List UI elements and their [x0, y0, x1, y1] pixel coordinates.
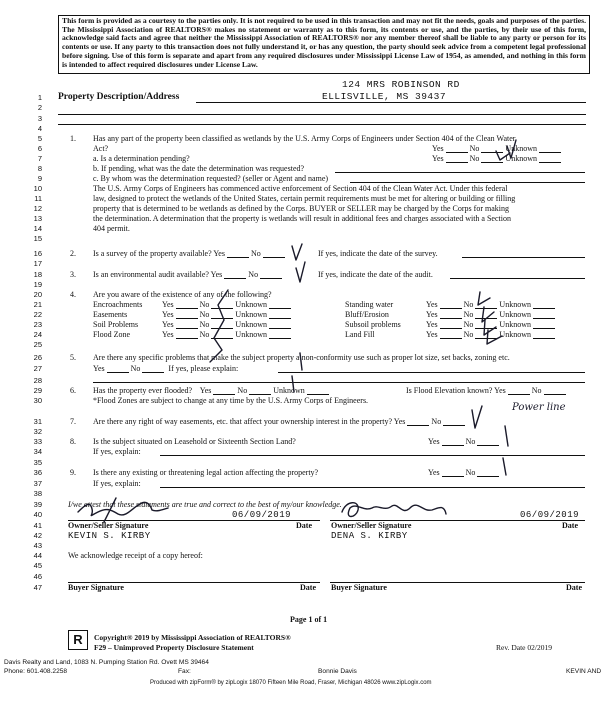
q6-note: *Flood Zones are subject to change at any time by the U.S. Army Corps of Engineers. — [93, 396, 369, 405]
owner1-signature — [78, 498, 168, 522]
yes-label: Yes — [162, 320, 174, 329]
yes-label: Yes — [428, 468, 440, 477]
check-q4-column-right — [478, 292, 502, 344]
no-label: No — [237, 386, 248, 395]
line-number: 8 — [37, 164, 42, 173]
buyer2-date-label: Date — [566, 583, 582, 592]
property-address-line2: ELLISVILLE, MS 39437 — [322, 91, 447, 102]
line-number: 34 — [33, 447, 42, 456]
file-name: KEVIN AND — [566, 668, 602, 675]
wetlands-paragraph-line: property that is determined to be wetlands as defined by the Corps. BUYER or SELLER may be charged by the Corps for making — [93, 204, 509, 213]
q2-ifyes: If yes, indicate the date of the survey. — [318, 249, 438, 258]
yes-label: Yes — [162, 310, 174, 319]
q5-question: Are there any specific problems that make the subject property a non-conformity use such as proper lot size, set backs, zoning etc. — [93, 353, 510, 362]
line-number: 31 — [33, 417, 42, 426]
yes-label: Yes — [393, 417, 406, 426]
yes-label: Yes — [432, 154, 444, 163]
q5-number: 5. — [70, 353, 76, 362]
owner2-signature — [342, 503, 446, 517]
line-number: 25 — [33, 340, 42, 349]
q1-question: Has any part of the property been classified as wetlands by the U.S. Army Corps of Engineers under Section 404 of the Clean Water — [93, 134, 516, 143]
owner2-name: DENA S. KIRBY — [331, 531, 408, 541]
broker-info: Davis Realty and Land, 1083 N. Pumping Station Rd. Ovett MS 39464 — [4, 659, 209, 666]
check-q1-no — [507, 140, 516, 158]
line-number: 29 — [33, 386, 42, 395]
no-label: No — [199, 320, 210, 329]
check-q6-no — [292, 376, 294, 392]
yes-label: Yes — [162, 300, 174, 309]
line-number: 39 — [33, 500, 42, 509]
line-number: 11 — [34, 194, 42, 203]
broker-fax: Fax: — [178, 668, 191, 675]
check-q2-no — [292, 244, 302, 260]
line-number: 13 — [33, 214, 42, 223]
q9-ifyes: If yes, explain: — [93, 479, 141, 488]
q7-handwritten-note: Power line — [512, 402, 566, 413]
wetlands-paragraph-line: law, designed to protect the wetlands of the United States, certain permit requirements must be met for altering or building or filling — [93, 194, 516, 203]
owner2-sign-label: Owner/Seller Signature — [331, 521, 412, 530]
q1-number: 1. — [70, 134, 76, 143]
no-label: No — [531, 386, 542, 395]
line-number: 45 — [33, 561, 42, 570]
line-number: 5 — [37, 134, 42, 143]
agent-name: Bonnie Davis — [318, 668, 357, 675]
form-title: F29 – Unimproved Property Disclosure Statement — [94, 643, 254, 652]
unknown-label: Unknown — [235, 330, 267, 339]
owner1-date-label: Date — [296, 521, 312, 530]
line-number: 24 — [33, 330, 42, 339]
realtor-logo-icon: R — [68, 630, 88, 650]
check-q4-column-left — [210, 290, 228, 362]
yes-label: Yes — [93, 364, 105, 373]
yes-label: Yes — [162, 330, 174, 339]
q4-item-label: Flood Zone — [93, 330, 131, 339]
line-number: 37 — [33, 479, 42, 488]
line-number: 4 — [37, 124, 42, 133]
line-number: 16 — [33, 249, 42, 258]
q6-text: Has the property ever flooded? — [93, 386, 193, 395]
no-label: No — [199, 300, 210, 309]
line-number: 40 — [33, 510, 42, 519]
line-number: 27 — [33, 364, 42, 373]
q8-question: Is the subject situated on Leasehold or Sixteenth Section Land? — [93, 437, 296, 446]
q3-text: Is an environmental audit available? — [93, 270, 209, 279]
revision-date: Rev. Date 02/2019 — [496, 643, 552, 652]
q8-number: 8. — [70, 437, 76, 446]
line-number: 42 — [33, 531, 42, 540]
unknown-label: Unknown — [499, 330, 531, 339]
line-number: 14 — [33, 224, 42, 233]
owner1-date: 06/09/2019 — [232, 510, 292, 520]
q4-item-label: Standing water — [345, 300, 394, 309]
line-number: 21 — [33, 300, 42, 309]
yes-label: Yes — [494, 386, 506, 395]
line-number: 3 — [37, 114, 42, 123]
line-number: 33 — [33, 437, 42, 446]
property-label: Property Description/Address — [58, 92, 180, 102]
line-number: 17 — [33, 259, 42, 268]
unknown-label: Unknown — [505, 154, 537, 163]
check-q3-no — [296, 262, 305, 282]
q8-ifyes: If yes, explain: — [93, 447, 141, 456]
no-label: No — [463, 330, 474, 339]
q4-item-label: Soil Problems — [93, 320, 139, 329]
line-number: 47 — [33, 583, 42, 592]
yes-label: Yes — [199, 386, 212, 395]
yes-label: Yes — [426, 330, 438, 339]
line-number: 28 — [33, 376, 42, 385]
q4-item-label: Subsoil problems — [345, 320, 401, 329]
q4-number: 4. — [70, 290, 76, 299]
line-number: 9 — [37, 174, 42, 183]
line-number: 20 — [33, 290, 42, 299]
yes-label: Yes — [428, 437, 440, 446]
q4-item-label: Bluff/Erosion — [345, 310, 389, 319]
property-address-line1: 124 MRS ROBINSON RD — [342, 79, 460, 90]
line-number: 15 — [33, 234, 42, 243]
line-number: 1 — [37, 93, 42, 102]
wetlands-paragraph-line: The U.S. Army Corps of Engineers has commenced active enforcement of Section 404 of the Clean Water Act. Under this federal — [93, 184, 508, 193]
line-number: 32 — [33, 427, 42, 436]
q2-number: 2. — [70, 249, 76, 258]
no-label: No — [463, 320, 474, 329]
line-number: 12 — [33, 204, 42, 213]
unknown-label: Unknown — [235, 310, 267, 319]
line-number: 10 — [33, 184, 42, 193]
yes-label: Yes — [213, 249, 225, 258]
no-label: No — [199, 310, 210, 319]
q2-text: Is a survey of the property available? — [93, 249, 212, 258]
q5-ifyes: If yes, please explain: — [168, 364, 239, 373]
unknown-label: Unknown — [235, 320, 267, 329]
yes-label: Yes — [426, 300, 438, 309]
q3-ifyes: If yes, indicate the date of the audit. — [318, 270, 433, 279]
no-label: No — [250, 249, 261, 258]
copyright: Copyright® 2019 by Mississippi Association of REALTORS® — [94, 633, 291, 642]
yes-label: Yes — [426, 320, 438, 329]
line-number: 2 — [37, 103, 42, 112]
owner2-date-label: Date — [562, 521, 578, 530]
page-indicator: Page 1 of 1 — [290, 615, 328, 624]
produced-with: Produced with zipForm® by zipLogix 18070 Fifteen Mile Road, Fraser, Michigan 48026 www.zipLogix.com — [150, 680, 432, 686]
unknown-label: Unknown — [499, 320, 531, 329]
attest-statement: I/we attest that these statements are true and correct to the best of my/our knowledge. — [68, 500, 342, 509]
no-label: No — [465, 437, 476, 446]
buyer1-date-label: Date — [300, 583, 316, 592]
q7-number: 7. — [70, 417, 76, 426]
q4-item-label: Encroachments — [93, 300, 143, 309]
buyer1-sign-label: Buyer Signature — [68, 583, 124, 592]
no-label: No — [248, 270, 259, 279]
no-label: No — [130, 364, 141, 373]
q1-act: Act? — [93, 144, 109, 153]
check-q7-yes — [472, 406, 482, 428]
wetlands-paragraph-line: the determination. A determination that the property is wetlands will result in additional fees and charges associated with a Section — [93, 214, 511, 223]
buyer2-sign-label: Buyer Signature — [331, 583, 387, 592]
no-label: No — [199, 330, 210, 339]
line-number: 18 — [33, 270, 42, 279]
line-number: 6 — [37, 144, 42, 153]
q9-question: Is there any existing or threatening legal action affecting the property? — [93, 468, 319, 477]
q4-question: Are you aware of the existence of any of the following? — [93, 290, 272, 299]
yes-label: Yes — [210, 270, 223, 279]
line-number: 36 — [33, 468, 42, 477]
unknown-label: Unknown — [235, 300, 267, 309]
no-label: No — [463, 300, 474, 309]
disclaimer-box: This form is provided as a courtesy to the parties only. It is not required to be used in this transaction and may not fit the needs, goals and purposes of the parties. The Mississippi Association of REALTORS® makes no statement or warranty as to this form, its contents or use, and the parties, by their use of this form, acknowledge said facts and agree that neither the Mississippi Association of REALTORS® nor any member thereof shall be liable to any party or person for its contents or use. If any party to this transaction does not fully understand it, or has any question, the party should seek advice from a competent legal professional before signing. Use of this form is separate and apart from any required disclosures under Mississippi License Law of 1954, as amended, and nothing in this form is intended to affect required disclosures under License Law. — [58, 15, 590, 74]
unknown-label: Unknown — [499, 310, 531, 319]
line-number: 26 — [33, 353, 42, 362]
broker-phone: Phone: 601.408.2258 — [4, 668, 68, 675]
check-q8-no — [505, 426, 508, 446]
line-number: 44 — [33, 551, 42, 560]
q9-number: 9. — [70, 468, 76, 477]
no-label: No — [463, 310, 474, 319]
no-label: No — [469, 154, 480, 163]
line-number: 43 — [33, 541, 42, 550]
q4-item-label: Easements — [93, 310, 128, 319]
owner1-sign-label: Owner/Seller Signature — [68, 521, 149, 530]
q7-text: Are there any right of way easements, etc. that affect your ownership interest in the property? — [93, 417, 393, 426]
yes-label: Yes — [432, 144, 444, 153]
q1c-text: c. By whom was the determination requested? (seller or Agent and name) — [93, 174, 329, 183]
q3-number: 3. — [70, 270, 76, 279]
q1b-text: b. If pending, what was the date the determination was requested? — [93, 164, 305, 173]
owner2-date: 06/09/2019 — [520, 510, 580, 520]
check-q9-no — [503, 458, 506, 475]
q4-item-label: Land Fill — [345, 330, 375, 339]
acknowledge-text: We acknowledge receipt of a copy hereof: — [68, 551, 203, 560]
line-number: 41 — [33, 521, 42, 530]
q6-number: 6. — [70, 386, 76, 395]
unknown-label: Unknown — [499, 300, 531, 309]
unknown-label: Unknown — [273, 386, 305, 395]
flood-elevation-text: Is Flood Elevation known? — [406, 386, 493, 395]
q1a-text: a. Is a determination pending? — [93, 154, 190, 163]
no-label: No — [465, 468, 476, 477]
wetlands-paragraph-line: 404 permit. — [93, 224, 130, 233]
line-number: 35 — [33, 458, 42, 467]
line-number: 46 — [33, 572, 42, 581]
line-number: 22 — [33, 310, 42, 319]
line-number: 30 — [33, 396, 42, 405]
line-number: 38 — [33, 489, 42, 498]
no-label: No — [469, 144, 480, 153]
line-number: 19 — [33, 280, 42, 289]
unknown-label: Unknown — [505, 144, 537, 153]
check-q5-no — [300, 353, 302, 370]
line-number: 23 — [33, 320, 42, 329]
no-label: No — [431, 417, 442, 426]
check-q1a-no — [496, 151, 510, 160]
yes-label: Yes — [426, 310, 438, 319]
line-number: 7 — [37, 154, 42, 163]
owner1-name: KEVIN S. KIRBY — [68, 531, 151, 541]
